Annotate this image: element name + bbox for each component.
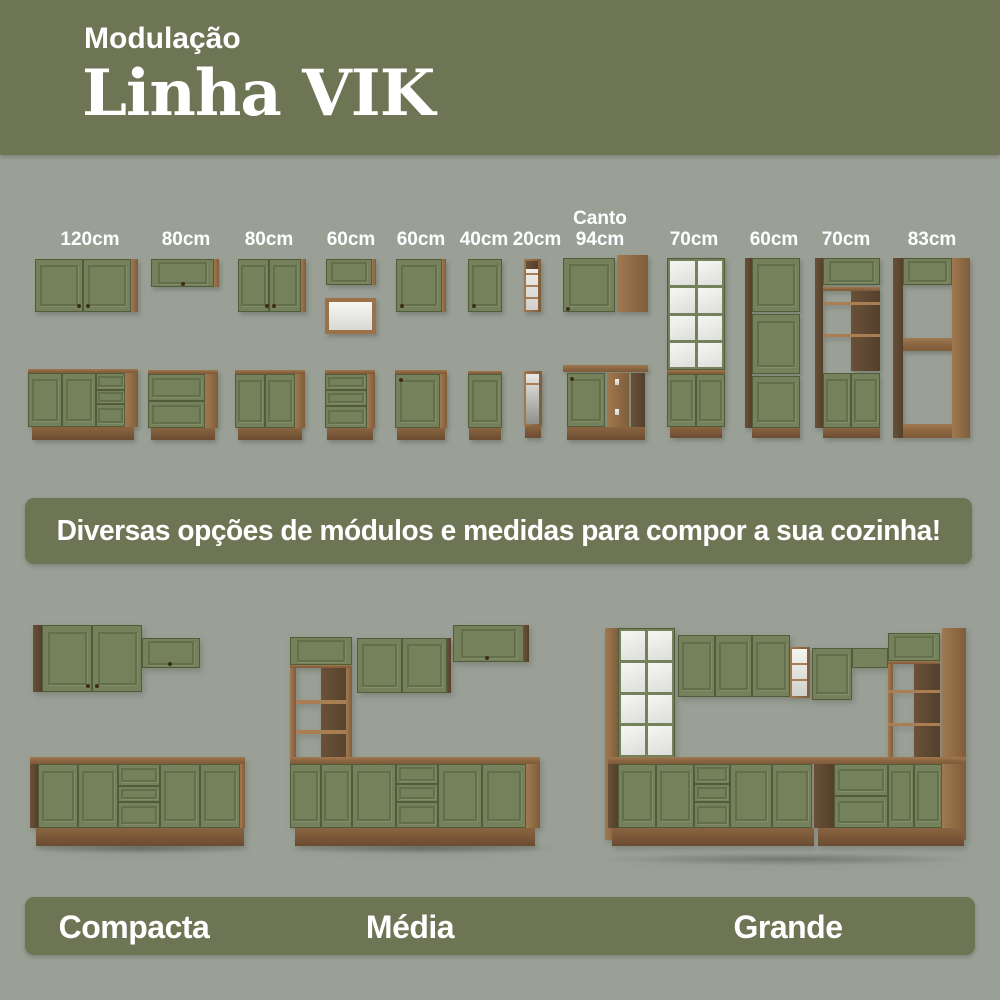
door-knob <box>272 304 276 308</box>
wood-side <box>372 259 376 285</box>
glass-pane <box>698 261 723 285</box>
cabinet-door <box>438 764 482 828</box>
drawer-front <box>834 796 888 828</box>
label-size: 83cm <box>907 229 957 250</box>
label-size: 60cm <box>396 229 446 250</box>
wood-side <box>301 259 306 312</box>
wood-band <box>888 661 940 664</box>
label-size: 40cm <box>459 229 509 250</box>
banner <box>25 498 972 564</box>
banner-text: Diversas opções de módulos e medidas para compor a sua cozinha! <box>56 514 941 547</box>
door-knob <box>265 304 269 308</box>
header-kicker: Modulação <box>84 22 241 55</box>
wood-side-dark <box>631 373 645 427</box>
hinge <box>615 379 619 385</box>
drawer-front <box>396 764 438 784</box>
kitchen-media <box>285 610 560 860</box>
countertop <box>30 757 245 764</box>
wood-side-dark <box>33 625 42 692</box>
wood-side <box>205 374 218 428</box>
door-knob <box>485 656 489 660</box>
module-wall-canto-94cm <box>563 255 648 312</box>
wood-shelf <box>526 285 538 287</box>
wood-shelf <box>526 297 538 299</box>
module-base-80cm-doors <box>235 370 305 440</box>
cabinet-flap-door <box>852 648 888 668</box>
label-size: 70cm <box>669 229 719 250</box>
cabinet-door <box>290 764 321 828</box>
drawer-front <box>118 786 160 802</box>
wood-side-dark <box>524 625 529 662</box>
cabinet-door <box>395 374 440 428</box>
module-base-60cm-drawers <box>325 370 375 440</box>
cabinet-door <box>618 764 656 828</box>
module-wall-20cm-shelf <box>524 259 541 312</box>
door-knob <box>399 378 403 382</box>
drawer-front <box>396 784 438 802</box>
cabinet-door <box>752 258 800 312</box>
drawer-front <box>694 784 730 802</box>
module-label-83 <box>890 202 974 250</box>
cabinet-door <box>567 373 605 427</box>
cabinet-door <box>696 374 725 427</box>
open-interior <box>526 374 539 424</box>
module-tall-60cm-paneleiro <box>745 258 800 438</box>
cabinet-flap-door <box>888 633 940 661</box>
glass-pane <box>648 663 672 692</box>
module-base-120cm <box>28 369 138 440</box>
wood-upright <box>290 665 296 757</box>
cabinet-door <box>715 635 752 697</box>
door-knob <box>168 662 172 666</box>
label-size: 60cm <box>749 229 799 250</box>
cabinet-door <box>888 764 914 828</box>
cabinet-door <box>752 376 800 428</box>
tower-back-panel <box>914 661 940 757</box>
plinth <box>670 427 722 438</box>
wood-band <box>823 287 880 291</box>
glass-pane <box>670 288 695 312</box>
open-bay-back <box>851 287 880 371</box>
cabinet-door <box>321 764 352 828</box>
glass-pane <box>648 631 672 660</box>
module-tall-70cm-oven-tower <box>815 258 880 438</box>
drawer-front <box>325 406 367 428</box>
wood-side-dark <box>447 638 451 693</box>
module-label-120 <box>48 202 132 250</box>
door-knob <box>86 304 90 308</box>
cabinet-door <box>83 259 131 312</box>
drawer-front <box>118 764 160 786</box>
plinth <box>818 828 964 846</box>
door-knob <box>566 307 570 311</box>
glass-doors <box>618 628 675 758</box>
cabinet-door <box>235 374 265 428</box>
glass-pane <box>670 261 695 285</box>
plinth <box>525 426 541 438</box>
drawer-front <box>325 374 367 390</box>
label-size: 20cm <box>512 229 562 250</box>
glass-pane <box>621 631 645 660</box>
module-label-80b <box>227 202 311 250</box>
cabinet-door <box>752 635 790 697</box>
cabinet-flap-door <box>823 258 880 285</box>
module-label-80a <box>144 202 228 250</box>
cabinet-door <box>482 764 526 828</box>
wood-band <box>290 665 352 668</box>
label-size: 80cm <box>244 229 294 250</box>
kitchen-labels-bar <box>25 897 975 955</box>
cabinet-door <box>851 373 880 428</box>
plinth <box>327 428 373 440</box>
glass-pane <box>698 316 723 340</box>
drawer-front <box>325 390 367 406</box>
door-knob <box>95 684 99 688</box>
drawer-front <box>96 373 125 390</box>
wood-side <box>240 764 245 828</box>
module-wall-60cm-flap-niche <box>326 259 377 334</box>
wood-shelf <box>903 424 952 438</box>
wood-shelf <box>792 663 807 665</box>
door-knob <box>472 304 476 308</box>
countertop <box>290 757 540 764</box>
module-tall-70cm-cristaleira <box>667 258 725 438</box>
drawer-front <box>148 401 205 428</box>
module-wall-80cm-flap <box>151 259 219 287</box>
cabinet-door <box>42 625 92 692</box>
wood-side <box>125 373 138 427</box>
wood-shelf <box>823 334 880 337</box>
hinge <box>615 409 619 415</box>
door-knob <box>570 377 574 381</box>
corner-wood-box <box>617 255 648 312</box>
module-base-40cm <box>468 371 502 440</box>
cabinet-door <box>265 374 295 428</box>
wood-shelf <box>888 723 940 726</box>
cabinet-door <box>468 374 502 428</box>
glass-pane <box>698 288 723 312</box>
towel-rail <box>526 383 539 385</box>
plinth <box>36 828 244 846</box>
label-size: 80cm <box>161 229 211 250</box>
glass-pane <box>670 343 695 367</box>
module-label-70b <box>804 202 888 250</box>
countertop <box>814 757 966 764</box>
cabinet-door <box>78 764 118 828</box>
corner-filler <box>814 764 834 828</box>
plinth <box>752 428 800 438</box>
cabinet-flap-door <box>326 259 372 285</box>
label-size: 94cm <box>575 229 625 250</box>
plinth <box>823 428 880 438</box>
glass-pane <box>621 695 645 724</box>
module-label-canto94 <box>558 202 642 250</box>
wood-side-dark <box>893 258 903 438</box>
plinth <box>295 828 535 846</box>
open-niche <box>325 298 376 334</box>
door-knob <box>400 304 404 308</box>
wood-side-dark <box>608 764 618 828</box>
kitchen-label-media: Média <box>365 909 455 945</box>
drawer-front <box>834 764 888 796</box>
kitchen-compacta <box>20 610 250 860</box>
wood-shelf <box>296 700 346 704</box>
countertop <box>608 757 814 764</box>
wood-shelf <box>792 679 807 681</box>
module-base-80cm-drawers <box>148 370 218 440</box>
door-knob <box>77 304 81 308</box>
cabinet-door <box>62 373 96 427</box>
wood-side-dark <box>745 258 752 428</box>
cabinet-door <box>752 314 800 374</box>
cabinet-door <box>28 373 62 427</box>
wood-top <box>563 365 648 372</box>
drawer-front <box>96 390 125 404</box>
cabinet-flap-door <box>903 258 952 285</box>
cabinet-door <box>92 625 142 692</box>
shelf-interior <box>792 649 807 696</box>
floor-shadow <box>602 853 972 865</box>
module-base-20cm-open <box>524 371 542 438</box>
page-title: Linha VIK <box>82 56 435 131</box>
cabinet-door <box>678 635 715 697</box>
module-wall-60cm <box>396 259 446 312</box>
wood-side <box>214 259 219 287</box>
cabinet-door <box>563 258 615 312</box>
wood-upright <box>888 661 893 757</box>
wood-side <box>952 258 970 438</box>
cabinet-door <box>160 764 200 828</box>
kitchen-grande <box>598 615 978 890</box>
wood-side <box>526 764 540 828</box>
kitchen-label-compacta: Compacta <box>58 909 210 945</box>
wood-side <box>295 374 305 428</box>
door-knob <box>86 684 90 688</box>
wood-side-dark <box>815 258 823 428</box>
wood-side <box>131 259 138 312</box>
cabinet-door <box>667 374 696 427</box>
glass-pane <box>648 726 672 755</box>
wood-side <box>942 628 966 840</box>
glass-pane <box>648 695 672 724</box>
drawer-front <box>148 374 205 401</box>
label-size: 70cm <box>821 229 871 250</box>
cabinet-door <box>38 764 78 828</box>
cabinet-flap-door <box>290 637 352 665</box>
module-wall-40cm <box>468 259 502 312</box>
cabinet-door <box>772 764 812 828</box>
glass-pane <box>621 663 645 692</box>
door-knob <box>181 282 185 286</box>
plinth <box>397 428 445 440</box>
plinth <box>567 427 645 440</box>
glass-doors <box>667 258 725 370</box>
wood-side <box>442 259 446 312</box>
header-band <box>0 0 1000 155</box>
cabinet-door <box>823 373 851 428</box>
cabinet-door <box>402 638 447 693</box>
cabinet-door <box>656 764 694 828</box>
cabinet-door <box>914 764 942 828</box>
wood-side <box>367 374 375 428</box>
module-label-70a <box>652 202 736 250</box>
drawer-front <box>694 802 730 828</box>
label-top: Canto <box>573 208 627 229</box>
drawer-front <box>96 404 125 427</box>
plinth <box>238 428 302 440</box>
drawer-front <box>396 802 438 828</box>
wood-shelf <box>888 690 940 693</box>
wood-shelf <box>296 730 346 734</box>
cabinet-door <box>200 764 240 828</box>
cabinet-door <box>352 764 396 828</box>
plinth <box>151 428 215 440</box>
glass-pane <box>621 726 645 755</box>
label-size: 120cm <box>60 229 120 250</box>
drawer-front <box>694 764 730 784</box>
shelf-top-shadow <box>526 261 538 269</box>
cabinet-door <box>730 764 772 828</box>
wood-shelf <box>823 302 880 305</box>
plinth <box>469 428 501 440</box>
module-tall-83cm-open-frame <box>893 258 970 440</box>
kitchen-label-grande: Grande <box>733 909 843 945</box>
wood-side-dark <box>30 764 38 828</box>
module-wall-120cm <box>35 259 138 312</box>
module-wall-80cm <box>238 259 306 312</box>
plinth <box>32 427 134 440</box>
cabinet-door <box>35 259 83 312</box>
wood-shelf <box>526 273 538 275</box>
wood-side <box>440 374 447 428</box>
cabinet-door <box>812 648 852 700</box>
label-size: 60cm <box>326 229 376 250</box>
glass-pane <box>670 316 695 340</box>
plinth <box>612 828 814 846</box>
drawer-front <box>118 802 160 828</box>
module-base-canto-94cm <box>563 365 648 442</box>
cabinet-door <box>357 638 402 693</box>
wood-band <box>903 338 952 351</box>
wood-upright <box>346 665 352 757</box>
glass-pane <box>698 343 723 367</box>
module-base-60cm-door <box>395 370 447 440</box>
